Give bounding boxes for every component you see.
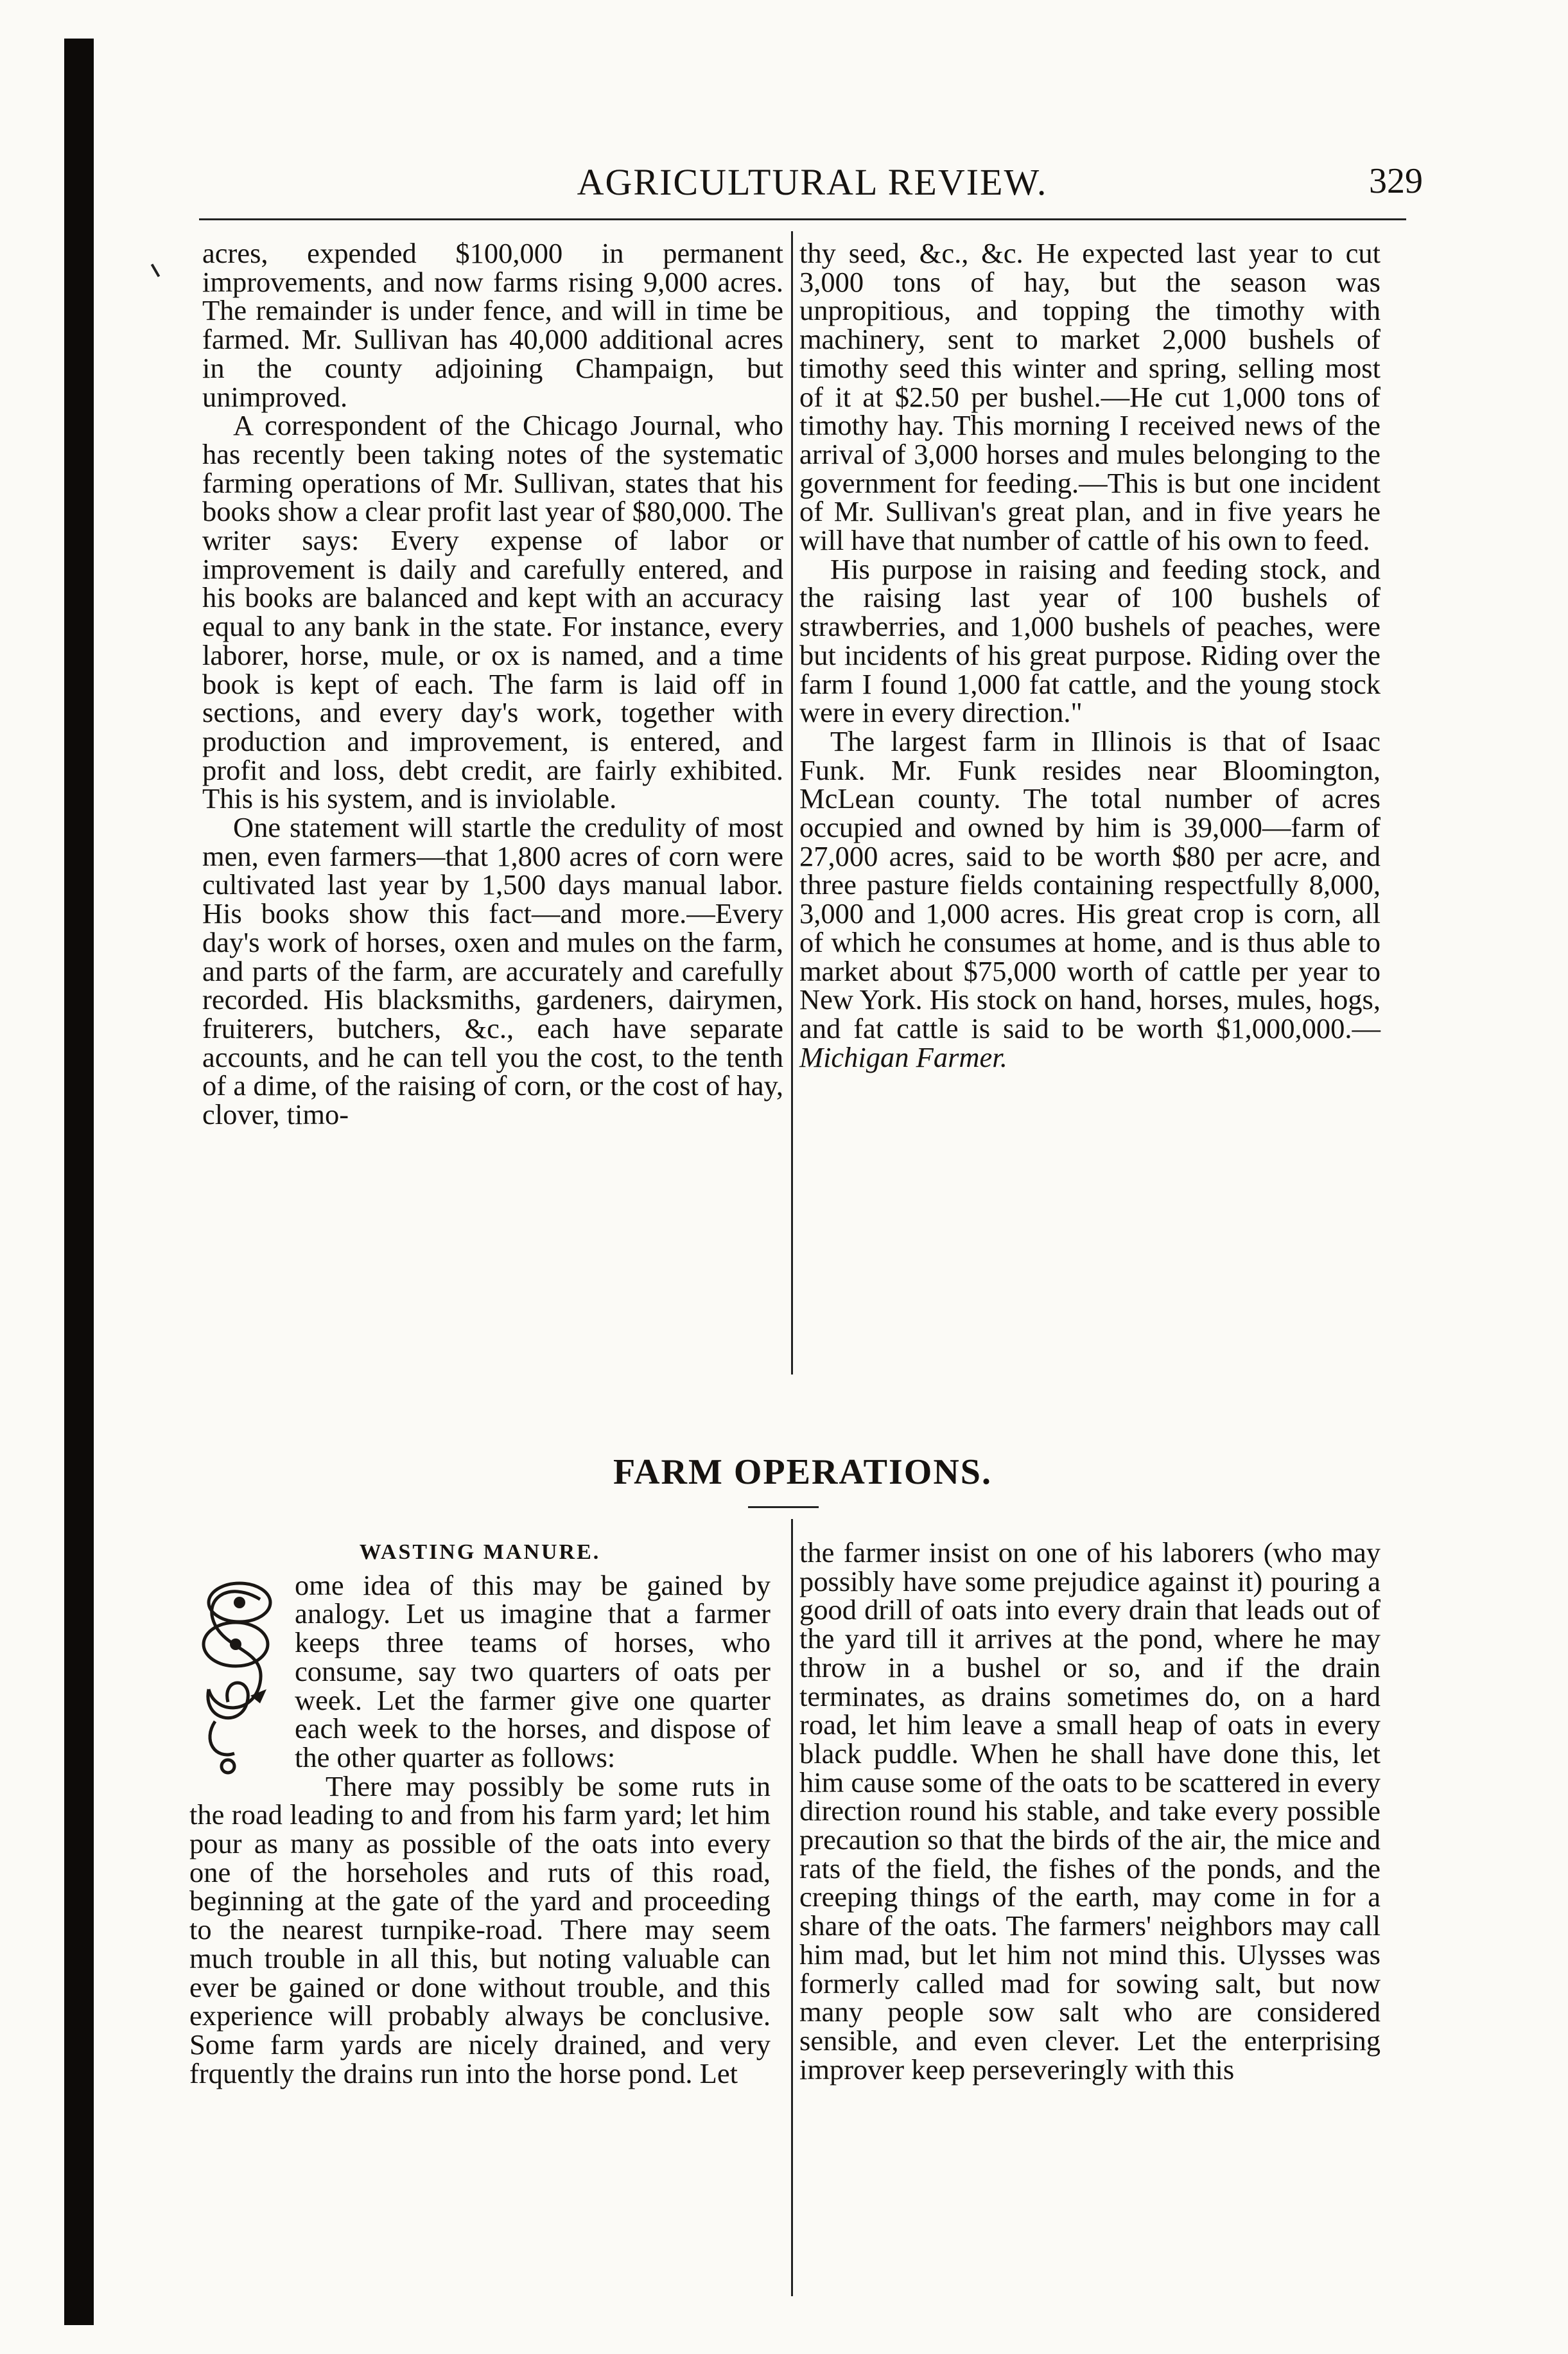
paragraph: A correspondent of the Chicago Journal, who has recently been taking notes of the systematic farming operations of Mr. Sullivan, states that his books show a clear profit last year of $80,000. The writer says: Every expense of labor or improvement is daily and carefully entered, and his books are balanced and kept with an accuracy equal to any bank in the state. For instance, every laborer, horse, mule, or ox is named, and a time book is kept of each. The farm is laid off in sections, and every day's work, together with production and improvement, is entered, and profit and loss, debt credit, are fairly exhibited. This is his system, and is inviolable. (202, 409, 784, 815)
header-rule (199, 218, 1406, 220)
top-column-left (202, 239, 783, 1129)
running-head (193, 154, 1432, 208)
source-attribution: Michigan Farmer. (799, 1041, 1007, 1073)
section-column-right (799, 1538, 1381, 2084)
page-number: 329 (1369, 161, 1423, 201)
paragraph-text: The largest farm in Illinois is that of Isaac Funk. Mr. Funk resides near Bloomington, McLean county. The total number of acres occupied and owned by him is 39,000—farm of 27,000 acres, said to be worth $80 per acre, and three pasture fields containing respectfully 8,000, 3,000 and 1,000 acres. His great crop is corn, all of which he consumes at home, and is thus able to market about $75,000 worth of cattle per year to New York. His stock on hand, horses, mules, hogs, and fat cattle is said to be worth $1,000,000.— (799, 725, 1381, 1044)
paragraph: One statement will startle the credulity of most men, even farmers—that 1,800 acres of corn were cultivated last year by 1,500 days manual labor. His books show this fact—and more.—Every day's work of horses, oxen and mules on the farm, and parts of the farm, are accurately and carefully recorded. His blacksmiths, gardeners, dairymen, fruiterers, butchers, &c., each have separate accounts, and he can tell you the cost, to the tenth of a dime, of the raising of corn, or the cost of hay, clover, timo- (202, 811, 783, 1131)
margin-mark (151, 263, 160, 277)
running-head-title: AGRICULTURAL REVIEW. (577, 161, 1048, 203)
paragraph: the farmer insist on one of his laborers (who may possibly have some prejudice against it) pouring a good drill of oats into every drain that leads out of the yard till it arrives at the pond, where he may throw in a bushel or so, and if the drain terminates, as drains sometimes do, on a hard road, let him leave a small heap of oats in every black puddle. When he shall have done this, let him cause some of the oats to be scattered in every direction round his stable, and take every possible precaution so that the birds of the air, the mice and rats of the field, the fishes of the ponds, and the creeping things of the earth, may come in for a share of the oats. The farmers' neighbors may call him mad, but let him not mind this. Ulysses was formerly called mad for sowing salt, but now many people sow salt who are considered sensible, and even clever. Let the enterprising improver keep perseveringly with this (799, 1536, 1381, 2086)
paragraph: His purpose in raising and feeding stock, and the raising last year of 100 bushels of strawberries, and 1,000 bushels of peaches, were but incidents of his great purpose. Riding over the farm I found 1,000 fat cattle, and the young stock were in every direction." (799, 552, 1381, 729)
section-rule (748, 1506, 819, 1508)
article-subheading: WASTING MANURE. (359, 1540, 601, 1564)
paragraph: ome idea of this may be gained by analogy. Let us imagine that a farmer keeps three teams of horses, who consume, say two quarters of oats per week. Let the farmer give one quarter each week to the horses, and dispose of the other quarter as follows: (295, 1568, 771, 1773)
ornate-letter-s-icon (189, 1574, 286, 1779)
paragraph: acres, expended $100,000 in permanent improvements, and now farms rising 9,000 acres. The remainder is under fence, and will in time be farmed. Mr. Sullivan has 40,000 additional acres in the county adjoining Champaign, but unimproved. (202, 237, 783, 413)
top-column-right (799, 239, 1381, 1071)
column-divider (791, 1519, 793, 2296)
paragraph: There may possibly be some ruts in the road leading to and from his farm yard; let him pour as many as possible of the oats into every one of the horseholes and ruts of this road, beginning at the gate of the yard and proceeding to the nearest turnpike-road. There may seem much trouble in all this, but noting valuable can ever be gained or done without trouble, and this experience will probably always be conclusive. Some farm yards are nicely drained, and very frquently the drains run into the horse pond. Let (189, 1770, 771, 2089)
paragraph (799, 727, 1381, 1071)
paragraph: thy seed, &c., &c. He expected last year to cut 3,000 tons of hay, but the season was unpropitious, and topping the timothy with machinery, sent to market 2,000 bushels of timothy seed this winter and spring, selling most of it at $2.50 per bushel.—He cut 1,000 tons of timothy hay. This morning I received news of the arrival of 3,000 horses and mules belonging to the government for feeding.—This is but one incident of Mr. Sullivan's great plan, and in five years he will have that number of cattle of his own to feed. (799, 237, 1381, 557)
section-title: FARM OPERATIONS. (613, 1452, 992, 1492)
book-spine-shadow (64, 39, 94, 2325)
section-column-left (189, 1538, 771, 2087)
column-divider (791, 231, 793, 1375)
